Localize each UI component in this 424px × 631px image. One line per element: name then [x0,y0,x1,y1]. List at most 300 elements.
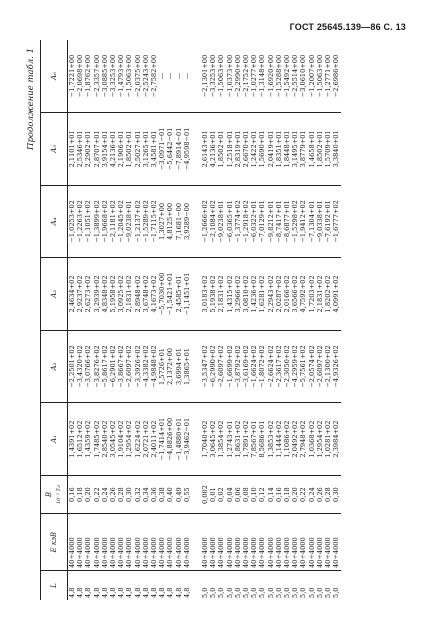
table-cell: 3,1495+01 [291,113,299,186]
table-cell: 5,0 [250,587,259,598]
table-row [76,40,84,600]
table-cell: −1,3774+02 [234,185,242,258]
spacer-cell [191,258,201,331]
table-cell: 0,40 [166,475,174,514]
table-cell: 4,8 [174,587,183,598]
table-cell: 0,002 [201,475,209,514]
table-cell: 2,0287+02 [275,258,283,331]
spacer-cell [191,514,201,571]
table-cell: 0,14 [267,475,275,514]
table-cell: 2,2902+01 [84,113,92,186]
table-cell: 5,0 [201,587,210,598]
table-cell: 1,8502+01 [316,113,324,186]
table-row [234,40,242,600]
spacer-cell [191,330,201,403]
table-cell: 2,0492+02 [291,403,299,476]
table-cell: 4,8 [68,587,76,598]
table-cell: −1,0373+00 [226,40,234,113]
table-cell: −1,6699+02 [226,330,234,403]
table-cell: −5,7561+02 [299,330,307,403]
table-row [117,40,125,600]
table-cell: 4,8 [166,587,175,598]
table-cell: 4,1673+02 [150,258,158,331]
table-cell: −3,4320+02 [76,330,84,403]
table-cell: −1,2263+02 [76,185,84,258]
table-cell: 2,6143+01 [201,113,209,186]
table-cell: 0,18 [283,475,291,514]
table-cell: 40÷4000 [183,514,191,571]
table-cell: 1,8502+01 [125,113,133,186]
col-header-e: E кэВ [41,514,68,571]
spacer-cell [191,403,201,476]
table-cell: −1,0277+00 [250,40,258,113]
table-cell: −9,8212+01 [267,185,275,258]
table-cell: 0,24 [308,475,316,514]
table-cell: −1,5063+00 [316,40,324,113]
table-cell: 0,24 [101,475,109,514]
table-row [142,40,150,600]
table-cell: −1,7414+01 [158,403,166,476]
table-cell: 0,26 [316,475,324,514]
table-cell: 40÷4000 [117,514,125,571]
table-cell: 5,0 [307,587,316,598]
table-cell: −4,8826+00 [166,403,174,476]
table-cell: 1,8502+01 [217,113,225,186]
table-cell: 1,2954+02 [125,403,133,476]
table-cell: −1,1451+01 [183,258,191,331]
table-cell: 0,22 [299,475,307,514]
table-cell: 40÷4000 [324,514,332,571]
table-cell: 1,6281+02 [258,258,266,331]
table-row [217,40,225,600]
table-row [258,40,266,600]
table-cell: −1,2007+00 [308,40,316,113]
table-cell: 4,0991+02 [332,258,340,331]
table-cell: −3,8276+02 [93,330,101,403]
table-cell: 5,0 [315,587,324,598]
table-cell: 0,26 [109,475,117,514]
table-cell: 2,0419+01 [267,113,275,186]
table-row [175,40,183,600]
table-cell: −5,7030+00 [158,258,166,331]
table-cell: 2,5027+01 [134,113,142,186]
table-cell: 0,55 [183,475,191,514]
table-cell: −3,0885+00 [101,40,109,113]
table-cell: 1,8448+01 [283,113,291,186]
table-cell: 4,8 [117,587,126,598]
table-cell: 3,6994+01 [175,330,183,403]
table-cell: 0,12 [258,475,266,514]
table-cell: 1,5690+01 [258,113,266,186]
table-cell: −3,6169+02 [242,330,250,403]
table-cell: 40÷4000 [217,514,225,571]
table-cell: 1,6224+02 [134,403,142,476]
table-cell: −2,1300+02 [324,330,332,403]
table-cell: 5,0 [324,587,333,598]
table-cell: −2,2501+02 [68,330,77,403]
table-cell: −1,5288+00 [275,40,283,113]
table-cell: 40÷4000 [316,514,324,571]
table-cell: 2,4585+01 [175,258,183,331]
table-cell: 3,0810+02 [242,258,250,331]
table-cell: −2,7582+00 [150,40,158,113]
table-cell: 0,02 [217,475,225,514]
table-cell: −2,1084+02 [209,185,217,258]
table-cell: −6,0322+01 [250,185,258,258]
table-cell: 5,1938+02 [209,258,217,331]
table-cell: 3,1265+01 [142,113,150,186]
table-row [209,40,217,600]
table-cell: 3,2966+02 [234,258,242,331]
table-cell: −1,2771+00 [324,40,332,113]
table-cell: 40÷4000 [250,514,258,571]
table-cell: 1,4391+02 [68,403,77,476]
table-cell: −3,5347+02 [201,330,209,403]
col-header-b-unit: 10⁻⁵ Тл [55,485,62,505]
table-cell: 4,8 [150,587,159,598]
table-cell: 4,8 [109,587,118,598]
table-cell: −2,3050+02 [283,330,291,403]
table-row [93,40,101,600]
table-cell: 2,7948+02 [299,403,307,476]
table-cell: 4,8 [76,587,85,598]
table-cell: 5,0 [209,587,218,598]
table-cell: 0,49 [175,475,183,514]
table-cell: −2,0574+02 [308,330,316,403]
table-cell: −3,0610+00 [299,40,307,113]
table-row [109,40,117,600]
table-cell: 5,0 [266,587,275,598]
table-cell: 2,1101+01 [68,113,77,186]
table-cell: 0,06 [234,475,242,514]
table-cell: 1,9104+02 [117,403,125,476]
table-row [226,40,234,600]
table-cell: −3,9462−01 [183,403,191,476]
table-cell: 3,0645+02 [209,403,217,476]
table-cell: 40÷4000 [291,514,299,571]
table-cell: 40÷4000 [158,514,166,571]
table-cell: 5,1958+02 [109,258,117,331]
table-cell: 3,9154+01 [101,113,109,186]
table-cell: 3,4581+01 [150,113,158,186]
col-header-b-symbol: B [45,492,54,498]
table-cell: 2,9237+02 [76,258,84,331]
table-cell: 1,3027+00 [158,185,166,258]
table-cell: 5,0 [242,587,251,598]
table-cell: 3,9289−00 [183,185,191,258]
table-cell: −1,2045+02 [117,185,125,258]
table-cell: −7,0129+01 [258,185,266,258]
table-cell: −2,6097+02 [316,330,324,403]
table-cell: 40÷4000 [134,514,142,571]
table-cell: 40÷4000 [109,514,117,571]
table-cell: 1,7203+02 [308,258,316,331]
table-cell: 5,0 [274,587,283,598]
table-cell: −2,0698+00 [76,40,84,113]
table-cell: −4,9598−01 [183,113,191,186]
table-cell: −1,6624+02 [250,330,258,403]
table-row [283,40,291,600]
col-header-l: L [41,571,68,600]
table-cell: −7,1304+01 [308,185,316,258]
table-cell: 1,1086+02 [283,403,291,476]
table-row [166,40,174,600]
table-cell: 40÷4000 [258,514,266,571]
table-row [134,40,142,600]
table-cell: 0,22 [93,475,101,514]
table-row [158,40,166,600]
table-cell: −2,2990+00 [234,40,242,113]
table-cell: 2,1906+01 [117,113,125,186]
table-cell: 5,0 [332,587,341,598]
table-cell: 3,8779+01 [299,113,307,186]
table-cell: −5,8617+02 [101,330,109,403]
table-cell: 1,8351+01 [275,113,283,186]
table-cell: −1,7221+00 [68,40,77,113]
table-cell: 40÷4000 [332,514,340,571]
table-row [84,40,92,600]
page-header: ГОСТ 25645.139—86 С. 13 [289,22,406,32]
table-cell: 3,6566+02 [291,258,299,331]
table-cell: −4,9326+02 [332,330,340,403]
table-cell: 1,2518+01 [226,113,234,186]
table-cell: −2,5243+00 [142,40,150,113]
table-cell: −1,8762+00 [84,40,92,113]
table-cell: 0,10 [250,475,258,514]
table-cell: −1,6920+00 [267,40,275,113]
table-cell: 1,4359+02 [84,403,92,476]
table-cell: 40÷4000 [101,514,109,571]
col-header-a4: A₄ [41,185,68,258]
table-cell: −6,0365+01 [226,185,234,258]
table-cell: 1,6512+02 [76,403,84,476]
table-row [125,40,133,600]
table-cell: 2,0721+02 [142,403,150,476]
table-cell: −1,8072+02 [258,330,266,403]
table-cell: −3,0766+02 [84,330,92,403]
table-cell: −2,1752+00 [242,40,250,113]
table-cell: 3,2939+02 [93,258,101,331]
table-cell: −1,7115+02 [150,185,158,258]
table-cell: −1,5289+02 [142,185,150,258]
spacer-cell [191,185,201,258]
table-cell: −1,9412+02 [299,185,307,258]
table-cell: 2,4634+02 [68,258,77,331]
table-cell: −7,8914−01 [175,113,183,186]
table-cell: 40÷4000 [93,514,101,571]
table-row [250,40,258,600]
table-cell: 0,30 [332,475,340,514]
table-cell: 1,7040+02 [201,403,209,476]
table-cell: 2,5346+01 [76,113,84,186]
table-cell: −1,2918+02 [242,185,250,258]
table-cell: 4,8 [84,587,93,598]
table-cell: 0,28 [324,475,332,514]
table-cell: 40÷4000 [283,514,291,571]
table-cell: −2,0375+00 [134,40,142,113]
table-cell: 0,04 [226,475,234,514]
table-cell: −1,2137+02 [134,185,142,258]
table-cell: 0,18 [76,475,84,514]
table-cell: 40÷4000 [201,514,209,571]
table-cell: 40÷4000 [175,514,183,571]
table-cell: 5,0 [283,587,292,598]
table-row [242,40,250,600]
table-cell: 3,0925+02 [117,258,125,331]
table-cell: 2,6670+01 [242,113,250,186]
table-cell: 4,2136+01 [109,113,117,186]
table-cell: −2,3617+02 [275,330,283,403]
table-cell: 1,5726+01 [158,330,166,403]
table-cell: 40÷4000 [84,514,92,571]
table-cell: 40÷4000 [226,514,234,571]
table-cell: −1,2666+02 [201,185,209,258]
table-row [299,40,307,600]
table-cell: 2,6273+02 [84,258,92,331]
table-cell: 40÷4000 [125,514,133,571]
table-cell: 2,8707+01 [93,113,101,186]
table-cell: −1,5492+00 [283,40,291,113]
col-header-a6: A₆ [41,40,68,113]
table-cell: 0,30 [125,475,133,514]
table-cell: 4,8348+02 [101,258,109,331]
table-cell: 1,2954+02 [316,403,324,476]
table-cell: −2,1181+02 [109,185,117,258]
table-cell: 3,0183+02 [201,258,209,331]
table-cell: −7,6192+01 [324,185,332,258]
table-cell: 2,1372+00 [166,330,174,403]
table-cell: 1,0281+02 [324,403,332,476]
table-cell: 4,8 [182,587,191,598]
table-cell: 1,2422+01 [250,113,258,186]
table-cell: 1,4658+01 [308,113,316,186]
table-row [68,40,77,600]
table-cell: 1,3854+02 [217,403,225,476]
table-row [150,40,158,600]
table-row [183,40,191,600]
table-cell: 40÷4000 [308,514,316,571]
table-cell: 40÷4000 [166,514,174,571]
table-cell: 7,1681−00 [175,185,183,258]
table-cell: 2,1831+02 [125,258,133,331]
table-cell: −1,4793+00 [117,40,125,113]
table-cell: 3,3840+01 [332,113,340,186]
table-cell: 1,8202+02 [324,258,332,331]
table-cell: 5,0 [258,587,267,598]
table-cell: 40÷4000 [76,514,84,571]
table-cell: −4,9848+02 [150,330,158,403]
spacer-cell [191,40,201,113]
table-cell: −9,0338+01 [316,185,324,258]
table-cell: −6,2990+02 [209,330,217,403]
table-cell: 4,2136+01 [209,113,217,186]
table-cell: — [175,40,183,113]
table-cell: 0,32 [134,475,142,514]
table-cell: −2,6097+02 [217,330,225,403]
table-cell: 40÷4000 [267,514,275,571]
table-row [316,40,324,600]
table-cell: −4,2959+02 [291,330,299,403]
table-cell: 1,7485+02 [93,403,101,476]
table-cell: −1,6777+02 [332,185,340,258]
table-cell: 1,3853+02 [267,403,275,476]
table-row [101,40,109,600]
table-cell: −1,5063+00 [125,40,133,113]
table-row [332,40,340,600]
table-cell: 5,0 [233,587,242,598]
table-cell: 0,08 [242,475,250,514]
table-cell: −1,3899+02 [93,185,101,258]
table-cell: 40÷4000 [299,514,307,571]
table-body [68,40,341,600]
table-cell: 2,8948+02 [134,258,142,331]
table-cell: 4,8 [133,587,142,598]
table-cell: 0,36 [150,475,158,514]
table-cell: 0,34 [142,475,150,514]
table-cell: −5,6442−01 [166,113,174,186]
table-cell: 4,8 [100,587,109,598]
table-cell: 3,6748+02 [142,258,150,331]
table-cell: 4,8 [92,587,101,598]
table-cell: 0,01 [209,475,217,514]
table-cell: 2,0166+02 [283,258,291,331]
table-cell: 0,20 [291,475,299,514]
table-cell: 0,38 [158,475,166,514]
table-cell: 0,16 [275,475,283,514]
table-cell: −3,8792+02 [234,330,242,403]
table-cell: 1,8631+02 [234,403,242,476]
table-cell: 1,0368+02 [308,403,316,476]
table-cell: 40÷4000 [275,514,283,571]
table-cell: −6,2901+02 [109,330,117,403]
table-row [267,40,275,600]
table-caption: Продолжение табл. 1 [26,48,36,150]
table-cell: — [166,40,174,113]
table-cell: 1,1444+02 [275,403,283,476]
table-cell: −1,1051+02 [84,185,92,258]
table-cell: 0,28 [117,475,125,514]
rotated-table-block [26,40,392,600]
table-cell: 2,1831+02 [217,258,225,331]
table-cell: 40÷4000 [68,514,77,571]
table-cell: 5,0 [225,587,234,598]
table-cell: 1,7891+02 [242,403,250,476]
table-cell: 40÷4000 [150,514,158,571]
spacer-cell [191,113,201,186]
table-cell: 1,4315+02 [226,258,234,331]
table-cell: −2,6097+02 [125,330,133,403]
table-cell: −2,1301+00 [201,40,209,113]
table-cell: — [183,40,191,113]
table-cell: 3,0545+02 [109,403,117,476]
table-cell: 40÷4000 [142,514,150,571]
table-cell: −1,0253+02 [68,185,77,258]
table-cell: −1,5421+01 [166,258,174,331]
table-cell: 4,8 [125,587,134,598]
table-cell: −8,7417+01 [275,185,283,258]
table-cell: −1,4880+01 [175,403,183,476]
table-cell: 1,3865+01 [183,330,191,403]
table-cell: 2,8319+01 [234,113,242,186]
table-cell: −3,3253+00 [109,40,117,113]
col-header-b [41,475,68,514]
table-cell: 4,8 [141,587,150,598]
table-cell: 40÷4000 [234,514,242,571]
table-cell: 0,16 [68,475,77,514]
col-header-a1: A₁ [41,403,68,476]
table-cell: 2,1831+02 [316,258,324,331]
table-cell: −8,6877+01 [283,185,291,258]
